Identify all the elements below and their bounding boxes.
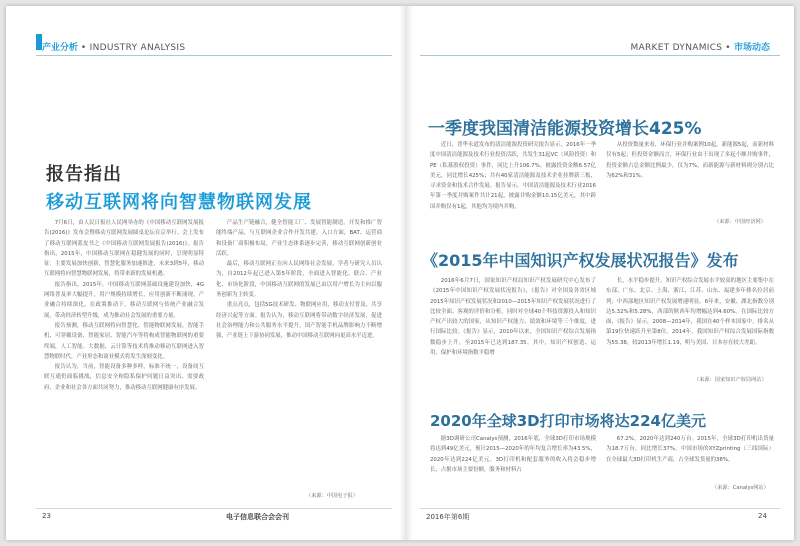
- paragraph: 近日，普华永道发布的清洁能源投资研究报告显示，2016年一季度中国清洁能源及技术行业投资活跃，共发生31起VC（风险投资）和PE（私募股权投资）事件，同比上升106.7%，披露投资金额6.57亿美元，同比增长425%；共有40家清洁能源及技术企业挂牌新三板，寻求资金和技术合作发展。报告显示，中国清洁能源及技术行业2016年第一季度并购案件共计21起，披露并购金额10.15亿美元，其中跨国并购仅有1起，其他均为境内并购。: [430, 142, 596, 210]
- paragraph: 产品生产链融合，健全智能工厂、发展智能制造，开发和推广智能终端产品，与互联网企业合作开发共建，入口方面，BAT、运营商和设备厂商积极布局，产业生态体系逐步完善，移动互联网创新创业活跃。: [216, 220, 382, 257]
- paragraph: 2016年6月7日，国家知识产权局知识产权发展研究中心发布了《2015年中国知识产权发展状况报告》，《报告》对全国及各省区域2015年知识产权发展状况和2010—2015年知识产权发展状况进行了比较全面、客观的评价和分析。同时对全球40个科技资源投入和知识产权产出较大的国家，从知识产权能力、绩效和环境等三个维度，进行国际比较。《报告》显示，2010年以来，全国知识产权综合发展指数稳步上升，至2015年已达到187.35。其中，知识产权创造、运用、保护和环境指数平稳增: [430, 278, 596, 357]
- paragraph: 67.2%，2020年达到240万台。2015年，全球3D打印机出货量为18.7万台，同比增长37%。中国市场的XYZprinting（三纬国际）在全球最大3D打印机生产商，占全球发货量的38%。: [606, 436, 774, 463]
- paragraph: 报告预测，移动互联网将向智慧化、智能物联网发展。智能手机、可穿戴设备、智能家居、智能汽车等将构成智能物联网的重要终端，人工智能、大数据、云计算等技术将推动移动互联网进入智慧物联时代，产业形态和商业模式将发生深刻变化。: [44, 322, 204, 360]
- section-separator: •: [725, 43, 734, 53]
- article1-col2: [606, 140, 774, 214]
- article2-title: 《2015年中国知识产权发展状况报告》发布: [422, 251, 739, 270]
- page-gutter: [399, 6, 413, 540]
- paragraph: 7月6日，由人民日报社人民网举办的《中国移动互联网发展报告(2016)》发布会暨移动互联网发展圆桌论坛在京举行。会上发布了移动互联网蓝皮书之《中国移动互联网发展报告(2016)》。报告指出，2015年，中国移动互联网在稳健发展的同时，呈现明显特征：主要发展加快创新，智慧化服务加速推进，未来3到5年，移动互联网将向智慧物联网发展，将带来新的发展机遇。: [44, 220, 204, 278]
- paragraph: 重点亮点，包括5G技术研发、物联网应用、移动支付普及、共享经济兴起等方面。报告认为，移动互联网将带动数字经济发展，促进社会治理能力和公共服务水平提升，国产智能手机品牌影响力不断增强，产业链上下游协同发展，推动中国移动互联网向更高水平迈进。: [216, 302, 382, 340]
- article1-title: 一季度我国清洁能源投资增长425%: [428, 119, 702, 139]
- left-title-line2: 移动互联网将向智慧物联网发展: [46, 192, 312, 213]
- article1-source: （来源：中国经济网）: [714, 219, 766, 225]
- page-number-left: 23: [42, 512, 51, 520]
- header-rule-right: [420, 55, 780, 56]
- section-cn-left: 产业分析: [42, 43, 79, 53]
- paragraph: 报告指出，2015年，中国移动互联网基础设施建设加快，4G网络普及率大幅提升，用户规模持续增长，应用创新不断涌现，产业融合持续深化。在政策推动下，移动互联网与传统产业融合发展，带动经济转型升级，成为推动社会发展的重要力量。: [44, 281, 204, 319]
- article3-col1: [430, 434, 596, 486]
- magazine-spread: [6, 6, 794, 540]
- article3-source: （来源：Canalys网站）: [712, 485, 769, 491]
- article2-col1: [430, 276, 596, 380]
- left-article-title: [46, 160, 312, 214]
- left-article-col1: [44, 218, 204, 488]
- left-article-source: （来源：中国电子报）: [306, 493, 358, 499]
- paragraph: 最后，移动互联网正在向人民网络社会发展，学者与研究人员认为，自2012年起已进入第5年阶段，全面进入智能化、联合、产业化、市场化阶段，中国移动互联网的发展已由以用户增长为主向以服务创新为主转变。: [216, 261, 382, 299]
- article2-source: （来源：国家知识产权局网站）: [694, 377, 767, 383]
- article3-col2: [606, 434, 774, 476]
- article2-col2: [606, 276, 774, 370]
- publication-name: 电子信息联合会会刊: [226, 513, 289, 521]
- article3-title: 2020年全球3D打印市场将达224亿美元: [430, 412, 706, 430]
- footer-rule-left: [36, 508, 392, 509]
- footer-rule-right: [420, 508, 780, 509]
- paragraph: 据3D调研公司Canalys预测，2016年底，全球3D打印市场规模将达到49亿美元，预计2015—2020年的年均复合增长率为43.5%，2020年达到224亿美元。3D打印机和配套服务的收入将会稳步增长，占据市场主要份额，服务和材料占: [430, 436, 596, 473]
- header-rule-left: [36, 55, 392, 56]
- section-cn-right: 市场动态: [733, 43, 770, 53]
- page-number-right: 24: [758, 512, 767, 520]
- left-title-line1: 报告指出: [46, 164, 122, 185]
- section-header-left: [42, 40, 185, 53]
- section-separator: •: [80, 43, 90, 53]
- section-header-right: [630, 40, 770, 53]
- section-en-right: MARKET DYNAMICS: [630, 43, 723, 53]
- paragraph: 报告认为，当前，智能设备多种多样，标准不统一，设备间互联互通仍面临挑战，信息安全和隐私保护问题日益突出，需要政府、企业和社会各方面共同努力，推动移动互联网健康有序发展。: [44, 364, 204, 391]
- issue-label: 2016年第6期: [426, 513, 470, 521]
- left-article-col2: [216, 218, 382, 480]
- article1-col1: [430, 140, 596, 244]
- paragraph: 长，水平稳步提升。知识产权综合发展水平较高的地区主要集中在东部，广东、北京、上海、浙江、江苏、山东、福建多年排名位居前列；中西部地区知识产权发展增速明显。6年来，安徽、湖北指数分别达5.32%和5.28%，西部的陕西年均增幅达到4.60%。在国际比较方面，《报告》显示，2008—2014年，我国在40个样本国家中，排名从第19位快速跃升至第8位。2014年，我国知识产权综合发展国际指数为55.38，较2013年增长1.19，明与美国、日本存在较大差距。: [606, 278, 774, 346]
- paragraph: 从投资数量来看，环保行业并购案例10起，新能源5起，而新材料仅有5起；但投资金额而言，环保行业由于出现了多起小额并购事件，投资金额占总金额比例最少，仅为7%，而新能源与新材料则分别占比为62%和31%。: [606, 142, 774, 179]
- section-en-left: INDUSTRY ANALYSIS: [89, 43, 186, 53]
